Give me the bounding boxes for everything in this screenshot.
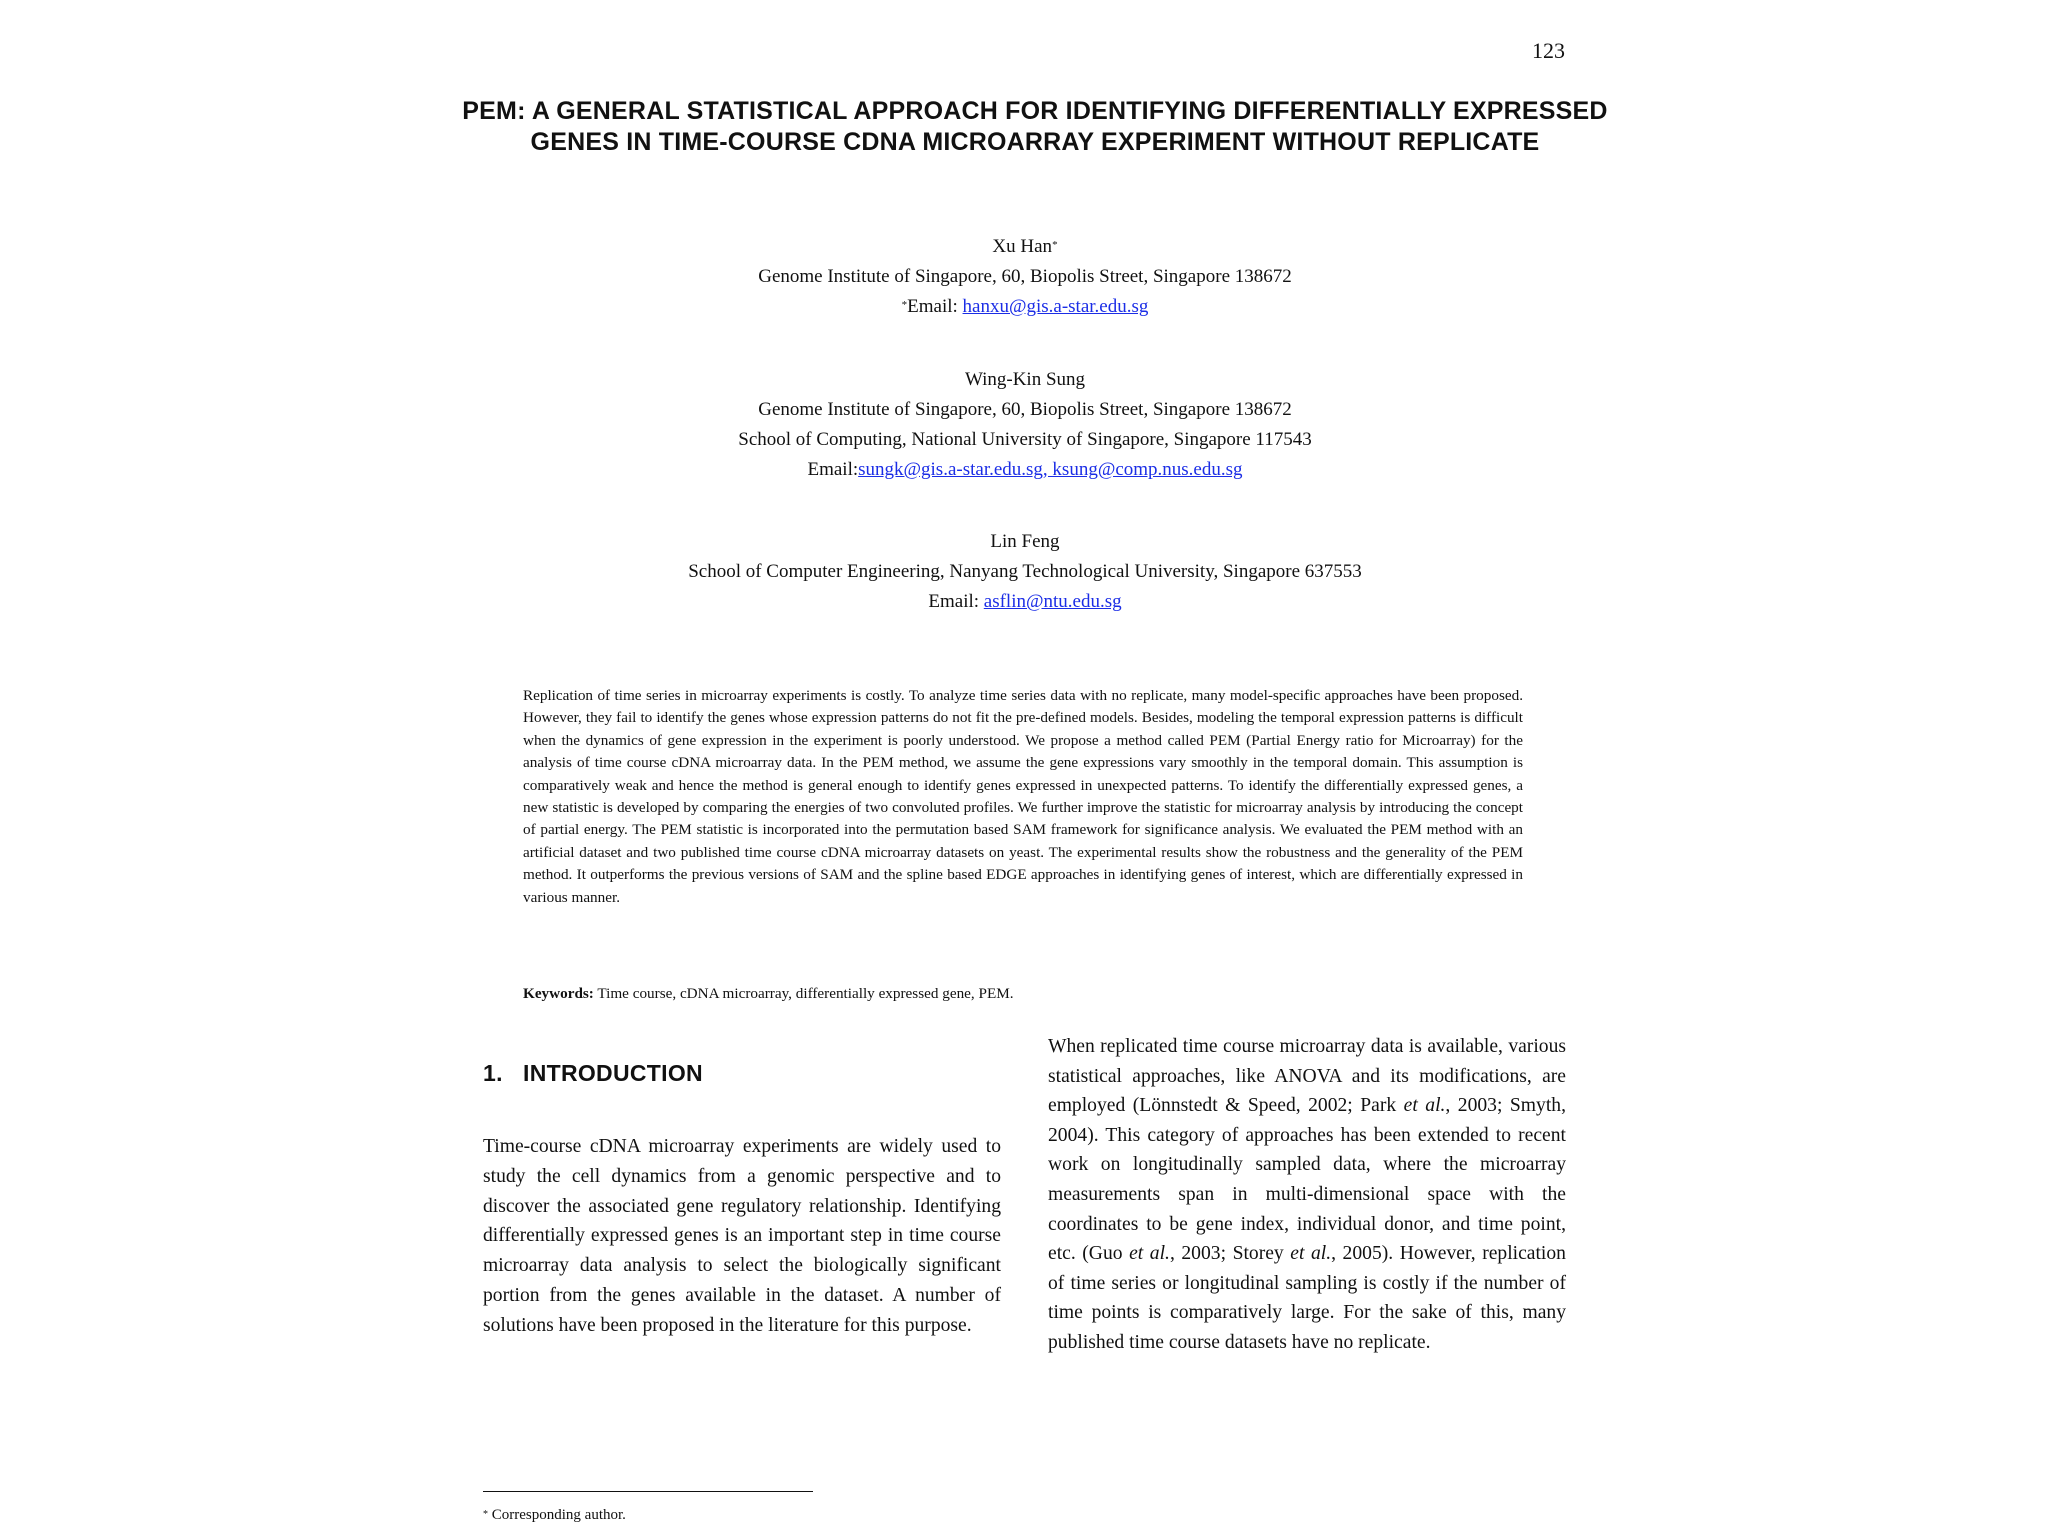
email-link[interactable]: sungk@gis.a-star.edu.sg, ksung@comp.nus.edu.sg (858, 459, 1243, 480)
intro-right-column: When replicated time course microarray data is available, various statistical approaches, like ANOVA and its modifications, are employed (Lönnstedt & Speed, 2002; Park et al., 2003; Smyth, 2004). This category of approaches has been extended to recent work on longitudinally sampled data, where the microarray measurements span in multi-dimensional space with the coordinates to be gene index, individual donor, and time point, etc. (Guo et al., 2003; Storey et al., 2005). However, replication of time series or longitudinal sampling is costly if the number of time points is comparatively large. For the sake of this, many published time course datasets have no replicate. (1048, 1036, 1566, 1353)
author-name: Xu Han* (992, 236, 1058, 257)
email-link[interactable]: asflin@ntu.edu.sg (983, 591, 1122, 612)
section-heading (483, 1060, 703, 1087)
author-affiliation: School of Computing, National University of Singapore, Singapore 117543 (738, 429, 1312, 450)
email-link[interactable]: hanxu@gis.a-star.edu.sg (962, 296, 1149, 317)
author-block-1 (500, 232, 1550, 322)
author-email-line: *Email: hanxu@gis.a-star.edu.sg (901, 296, 1149, 317)
section-number: 1. (483, 1060, 503, 1086)
author-email-line: Email:sungk@gis.a-star.edu.sg, ksung@comp.nus.edu.sg (807, 459, 1243, 480)
paper-title: PEM: A GENERAL STATISTICAL APPROACH FOR IDENTIFYING DIFFERENTIALLY EXPRESSED GENES IN TIME-COURSE CDNA MICROARRAY EXPERIMENT WITHOUT REPLICATE (462, 97, 1608, 156)
author-affiliation: Genome Institute of Singapore, 60, Biopolis Street, Singapore 138672 (758, 399, 1292, 420)
keywords-label: Keywords: (523, 985, 594, 1002)
keywords-text: Time course, cDNA microarray, differentially expressed gene, PEM. (593, 985, 1014, 1002)
author-block-3 (500, 527, 1550, 617)
author-affiliation: School of Computer Engineering, Nanyang Technological University, Singapore 637553 (688, 561, 1362, 582)
section-title: INTRODUCTION (523, 1060, 703, 1086)
intro-left-column: Time-course cDNA microarray experiments are widely used to study the cell dynamics from a genomic perspective and to discover the associated gene regulatory relationship. Identifying differentially expressed genes is an important step in time course microarray data analysis to select the biologically significant portion from the genes available in the dataset. A number of solutions have been proposed in the literature for this purpose. (483, 1136, 1001, 1336)
footnote-rule (483, 1491, 813, 1492)
author-block-2 (500, 365, 1550, 485)
footnote: * Corresponding author. (483, 1507, 626, 1523)
author-email-line: Email: asflin@ntu.edu.sg (928, 591, 1122, 612)
keywords (523, 983, 1523, 1005)
page-number: 123 (1532, 38, 1565, 63)
author-affiliation: Genome Institute of Singapore, 60, Biopolis Street, Singapore 138672 (758, 266, 1292, 287)
author-name: Wing-Kin Sung (964, 369, 1086, 390)
author-name: Lin Feng (990, 531, 1060, 552)
abstract: Replication of time series in microarray experiments is costly. To analyze time series data with no replicate, many model-specific approaches have been proposed. However, they fail to identify the genes whose expression patterns do not fit the pre-defined models. Besides, modeling the temporal expression patterns is difficult when the dynamics of gene expression in the experiment is poorly understood. We propose a method called PEM (Partial Energy ratio for Microarray) for the analysis of time course cDNA microarray data. In the PEM method, we assume the gene expressions vary smoothly in the temporal domain. This assumption is comparatively weak and hence the method is general enough to identify genes expressed in unexpected patterns. To identify the differentially expressed genes, a new statistic is developed by comparing the energies of two convoluted profiles. We further improve the statistic for microarray analysis by introducing the concept of partial energy. The PEM statistic is incorporated into the permutation based SAM framework for significance analysis. We evaluated the PEM method with an artificial dataset and two published time course cDNA microarray datasets on yeast. The experimental results show the robustness and the generality of the PEM method. It outperforms the previous versions of SAM and the spline based EDGE approaches in identifying genes of interest, which are differentially expressed in various manner. (523, 687, 1523, 906)
